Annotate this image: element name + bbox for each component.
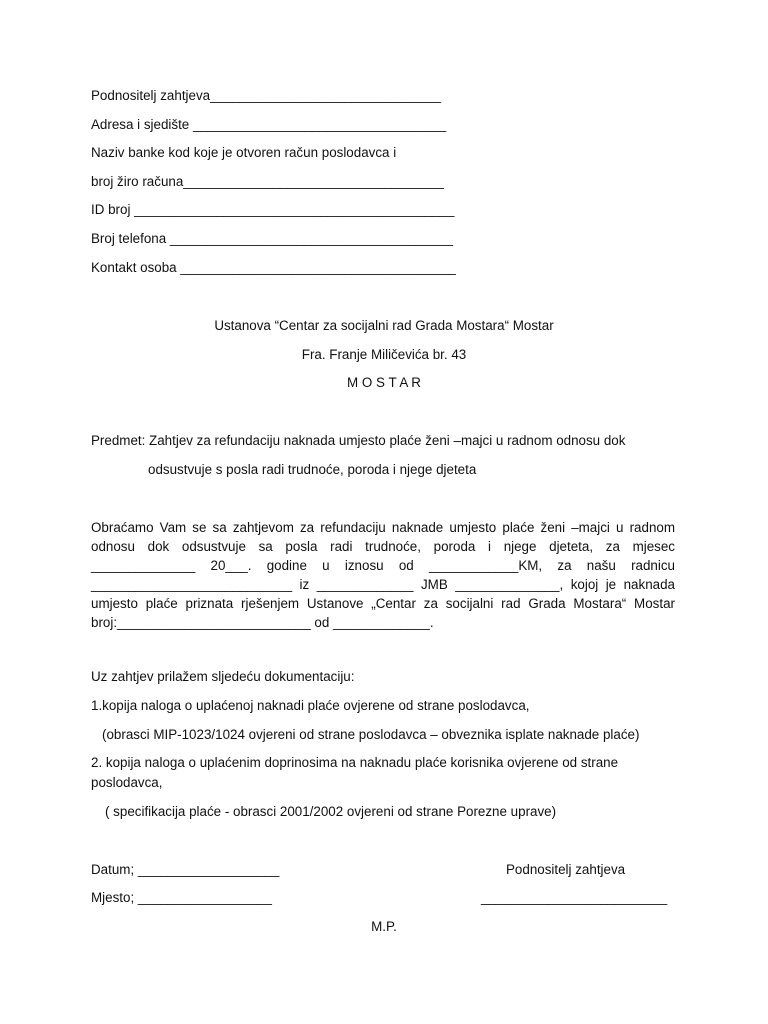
applicant-field: Podnositelj zahtjeva_______________________________ [91,88,441,103]
request-body [91,518,675,632]
date-field: Datum; ___________________ [91,862,280,877]
body-line: broj:__________________________ od _____________. [91,615,434,630]
body-line: odnosu dok odsustvuje sa posla radi trudnoće, poroda i njege djeteta, za mjesec [91,539,675,554]
id-number-field: ID broj ___________________________________________ [91,202,455,217]
signature-label: Podnositelj zahtjeva [506,862,626,877]
signature-line: _________________________ [481,890,668,905]
subject-line-1: Predmet: Zahtjev za refundaciju naknada umjesto plaće ženi –majci u radnom odnosu dok [91,433,626,448]
attachment-item-2-line-1: 2. kopija naloga o uplaćenim doprinosima na naknadu plaće korisnika ovjerene od strane [91,755,619,770]
address-field: Adresa i sjedište __________________________________ [91,117,447,132]
body-line: ______________ 20___. godine u iznosu od ____________KM, za našu radnicu [91,558,675,573]
phone-field: Broj telefona ______________________________________ [91,231,453,246]
attachments-intro: Uz zahtjev prilažem sljedeću dokumentaciju: [91,669,355,684]
recipient-city: M O S T A R [347,375,421,390]
attachment-item-1-note: (obrasci MIP-1023/1024 ovjereni od strane poslodavca – obveznika isplate naknade plaće) [102,727,640,742]
body-line: ___________________________ iz _____________ JMB ______________, kojoj je naknada [91,577,675,592]
body-line: Obraćamo Vam se sa zahtjevom za refundaciju naknade umjesto plaće ženi –majci u radnom [91,520,675,535]
body-line: umjesto plaće priznata rješenjem Ustanove „Centar za socijalni rad Grada Mostara“ Mostar [91,596,675,611]
attachment-item-2-note: ( specifikacija plaće - obrasci 2001/2002 ovjereni od strane Porezne uprave) [105,804,557,819]
contact-person-field: Kontakt osoba _____________________________________ [91,260,456,275]
attachment-item-1: 1.kopija naloga o uplaćenoj naknadi plaće ovjerene od strane poslodavca, [91,698,530,713]
place-field: Mjesto; __________________ [91,890,272,905]
bank-name-field: Naziv banke kod koje je otvoren račun poslodavca i [91,145,397,160]
recipient-name: Ustanova “Centar za socijalni rad Grada Mostara“ Mostar [214,318,554,333]
stamp-placeholder: M.P. [371,919,397,934]
subject-line-2: odsustvuje s posla radi trudnoće, poroda i njege djeteta [148,462,477,477]
recipient-address: Fra. Franje Miličevića br. 43 [301,347,467,362]
account-number-field: broj žiro računa___________________________________ [91,174,444,189]
attachment-item-2-line-2: poslodavca, [91,775,163,790]
